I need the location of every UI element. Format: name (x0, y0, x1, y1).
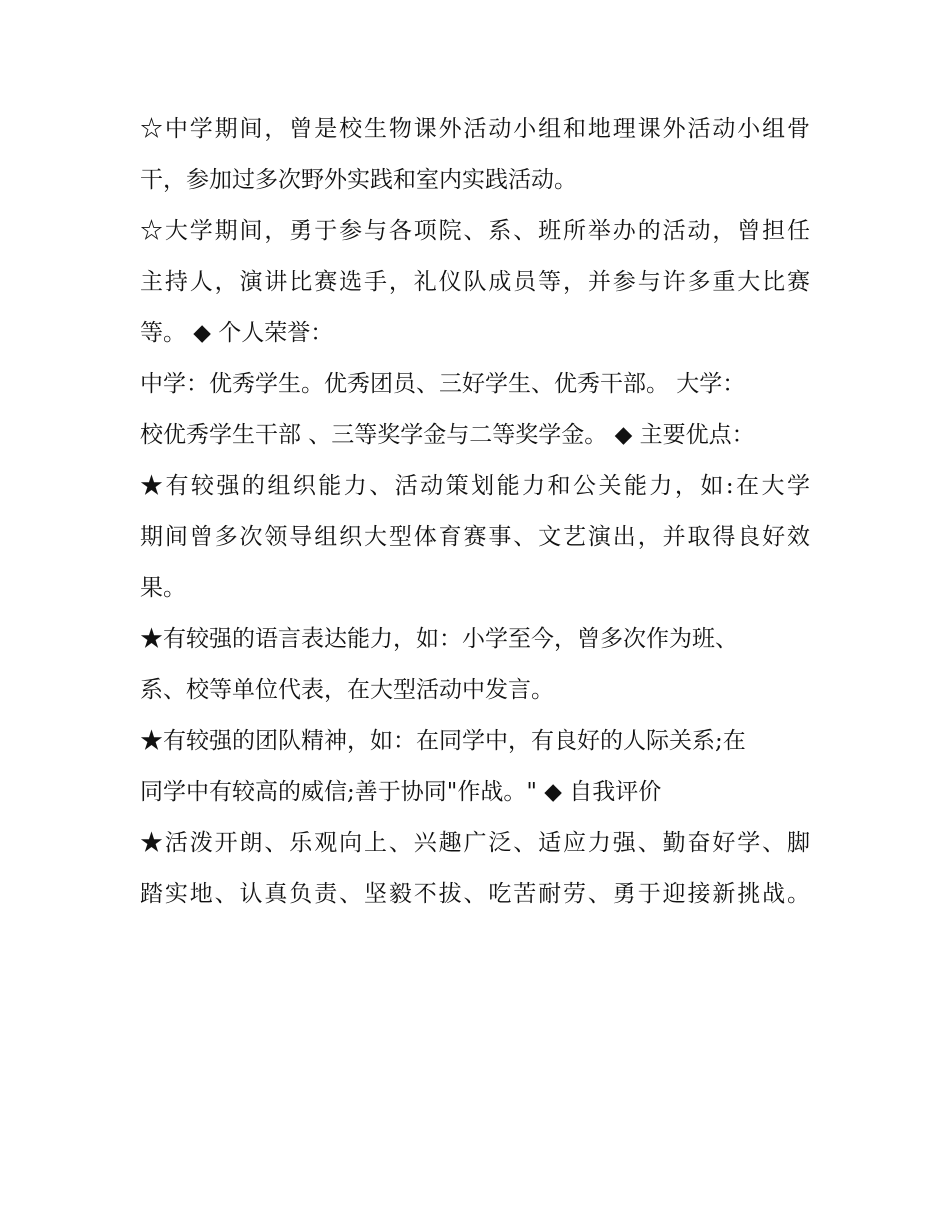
text-line: 系、校等单位代表，在大型活动中发言。 (140, 677, 554, 703)
text-line: ★有较强的团队精神，如：在同学中，有良好的人际关系;在 (140, 728, 746, 754)
text-line: ★活泼开朗、乐观向上、兴趣广泛、适应力强、勤奋好学、脚 (140, 830, 810, 856)
document-body (140, 104, 820, 920)
text-line: ☆大学期间，勇于参与各项院、系、班所举办的活动，曾担任 (140, 218, 810, 244)
text-line: 等。 ◆ 个人荣誉： (140, 320, 334, 346)
text-line: 果。 (140, 575, 186, 601)
text-line: ★有较强的语言表达能力，如：小学至今，曾多次作为班、 (140, 626, 738, 652)
text-line: 主持人，演讲比赛选手，礼仪队成员等，并参与许多重大比赛 (140, 269, 810, 295)
text-line: 中学：优秀学生。优秀团员、三好学生、优秀干部。 大学： (140, 371, 746, 397)
text-line: 踏实地、认真负责、坚毅不拔、吃苦耐劳、勇于迎接新挑战。 (140, 881, 810, 907)
text-line: ☆中学期间，曾是校生物课外活动小组和地理课外活动小组骨 (140, 116, 810, 142)
text-line: 同学中有较高的威信;善于协同"作战。" ◆ 自我评价 (140, 779, 662, 805)
text-line: 期间曾多次领导组织大型体育赛事、文艺演出，并取得良好效 (140, 524, 810, 550)
text-line: 校优秀学生干部 、三等奖学金与二等奖学金。 ◆ 主要优点： (140, 422, 755, 448)
text-line: ★有较强的组织能力、活动策划能力和公关能力，如:在大学 (140, 473, 810, 499)
text-line: 干，参加过多次野外实践和室内实践活动。 (140, 167, 577, 193)
